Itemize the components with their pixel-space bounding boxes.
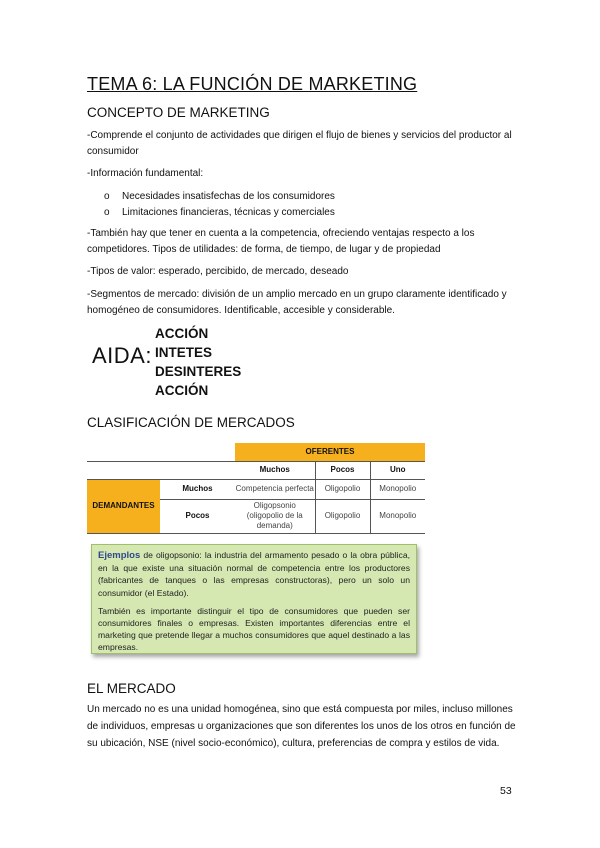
example-callout-box <box>91 544 417 654</box>
row-header: Pocos <box>160 499 235 533</box>
list-item <box>104 189 524 205</box>
info-label: -Información fundamental: <box>87 168 204 179</box>
table-cell: Oligopolio <box>315 479 370 499</box>
bullet-marker-icon: o <box>104 191 110 202</box>
column-header: Uno <box>370 461 425 479</box>
page-title: TEMA 6: LA FUNCIÓN DE MARKETING <box>87 74 418 94</box>
example-text: de oligopsonio: la industria del armamento pesado o la obra pública, en la que existe una situación normal de competencia entre los productores (fabricantes de tanques o las empresas constructoras), pero un solo un consumidor (el Estado). <box>98 550 410 598</box>
aida-item: DESINTERES <box>155 364 242 379</box>
aida-item: INTETES <box>155 345 213 360</box>
table-cell: Oligopsonio (oligopolio de la demanda) <box>235 499 315 533</box>
table-cell: Monopolio <box>370 479 425 499</box>
demanders-header: DEMANDANTES <box>87 479 160 533</box>
table-cell: Competencia perfecta <box>235 479 315 499</box>
list-item <box>104 205 524 221</box>
aida-item: ACCIÓN <box>155 326 209 341</box>
example-highlight: Ejemplos <box>98 550 141 561</box>
list-item-text: Limitaciones financieras, técnicas y comerciales <box>122 207 335 218</box>
info-bullet-list <box>104 189 524 221</box>
table-cell: Monopolio <box>370 499 425 533</box>
concept-paragraph-3: -Tipos de valor: esperado, percibido, de mercado, deseado <box>87 266 349 277</box>
classification-heading: CLASIFICACIÓN DE MERCADOS <box>87 415 295 430</box>
concept-paragraph-2: -También hay que tener en cuenta a la competencia, ofreciendo ventajas respecto a los competidores. Tipos de utilidades: de forma, de tiempo, de lugar y de propiedad <box>87 228 475 255</box>
concept-paragraph-4: -Segmentos de mercado: división de un amplio mercado en un grupo claramente identificado y homogéneo de consumidores. Identificable, accesible y considerable. <box>87 289 507 316</box>
list-item-text: Necesidades insatisfechas de los consumidores <box>122 191 335 202</box>
example-paragraph-2: También es importante distinguir el tipo de consumidores que pueden ser consumidores finales o empresas. Existen importantes diferencias entre el marketing que pretende llegar a muchos consumidores que aquel destinado a las empresas. <box>98 605 410 653</box>
offerers-header: OFERENTES <box>235 443 425 461</box>
column-header: Muchos <box>235 461 315 479</box>
example-paragraph-1 <box>98 549 410 599</box>
aida-label: AIDA: <box>92 343 152 368</box>
table-cell: Oligopolio <box>315 499 370 533</box>
aida-list <box>155 324 241 400</box>
aida-item: ACCIÓN <box>155 383 209 398</box>
market-classification-table <box>87 443 425 534</box>
concept-heading: CONCEPTO DE MARKETING <box>87 105 270 120</box>
bullet-marker-icon: o <box>104 207 110 218</box>
column-header: Pocos <box>315 461 370 479</box>
row-header: Muchos <box>160 479 235 499</box>
concept-paragraph-1: -Comprende el conjunto de actividades que dirigen el flujo de bienes y servicios del productor al consumidor <box>87 130 512 157</box>
page-number: 53 <box>500 785 512 797</box>
market-heading: EL MERCADO <box>87 681 176 696</box>
market-paragraph: Un mercado no es una unidad homogénea, sino que está compuesta por miles, incluso millones de individuos, empresas u organizaciones que son diferentes los unos de los otros en función de su ubicación, NSE (nivel socio-económico), cultura, preferencias de compra y estilos de vida. <box>87 704 516 749</box>
